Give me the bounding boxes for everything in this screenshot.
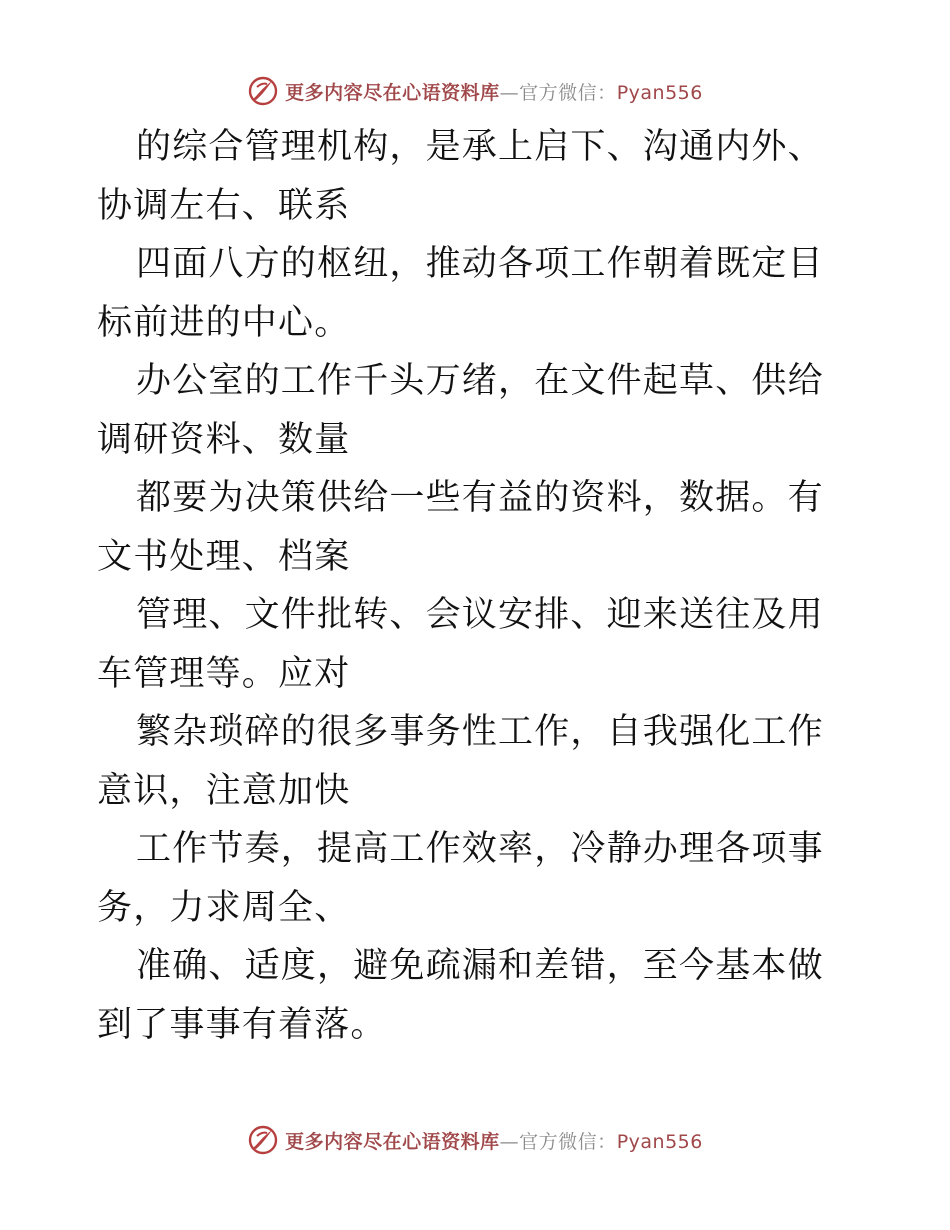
footer-dash: — bbox=[499, 1130, 520, 1153]
header-banner-text bbox=[285, 78, 703, 105]
header-wechat-id: Pyan556 bbox=[616, 81, 703, 104]
header-dash: — bbox=[499, 81, 520, 104]
document-body bbox=[97, 118, 857, 1054]
paragraph: 繁杂琐碎的很多事务性工作，自我强化工作意识，注意加快 bbox=[97, 712, 824, 811]
pen-logo-icon bbox=[247, 75, 279, 107]
paragraph: 管理、文件批转、会议安排、迎来送往及用车管理等。应对 bbox=[97, 595, 824, 694]
footer-banner bbox=[0, 1122, 950, 1158]
header-banner bbox=[0, 73, 950, 109]
footer-site-text: 更多内容尽在心语资料库 bbox=[285, 1130, 500, 1153]
header-wechat-label: 官方微信： bbox=[519, 81, 617, 104]
header-site-text: 更多内容尽在心语资料库 bbox=[285, 81, 500, 104]
paragraph: 准确、适度，避免疏漏和差错，至今基本做到了事事有着落。 bbox=[97, 946, 824, 1045]
footer-wechat-label: 官方微信： bbox=[519, 1130, 617, 1153]
paragraph: 四面八方的枢纽，推动各项工作朝着既定目标前进的中心。 bbox=[97, 244, 824, 343]
paragraph: 都要为决策供给一些有益的资料，数据。有文书处理、档案 bbox=[97, 478, 824, 577]
footer-wechat-id: Pyan556 bbox=[616, 1130, 703, 1153]
pen-logo-icon bbox=[247, 1124, 279, 1156]
paragraph: 工作节奏，提高工作效率，冷静办理各项事务，力求周全、 bbox=[97, 829, 824, 928]
paragraph: 的综合管理机构，是承上启下、沟通内外、协调左右、联系 bbox=[97, 127, 824, 226]
footer-banner-text bbox=[285, 1127, 703, 1154]
paragraph: 办公室的工作千头万绪，在文件起草、供给调研资料、数量 bbox=[97, 361, 824, 460]
